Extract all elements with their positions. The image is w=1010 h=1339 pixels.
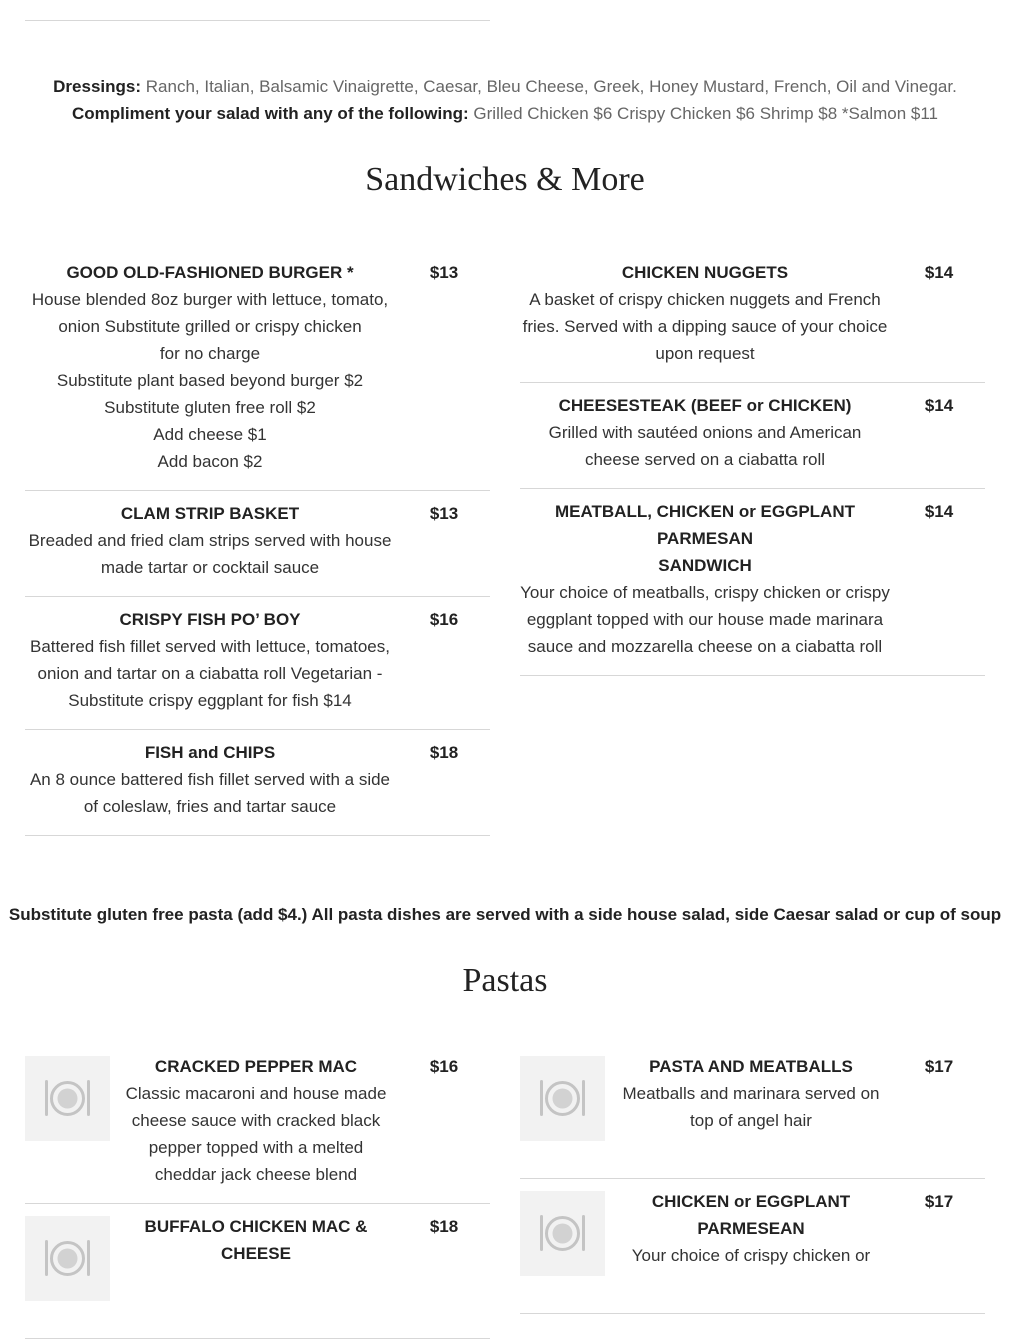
plate-cutlery-icon [520, 1191, 605, 1276]
item-desc-line: of coleslaw, fries and tartar sauce [83, 797, 337, 816]
section-title-sandwiches: Sandwiches & More [365, 161, 645, 198]
item-desc-line: upon request [655, 344, 755, 363]
item-desc-line: fries. Served with a dipping sauce of your choice [522, 317, 888, 336]
menu-item [520, 383, 985, 489]
menu-item [520, 250, 985, 383]
item-desc-line: Add bacon $2 [157, 452, 263, 471]
menu-item [25, 597, 490, 730]
item-name: CLAM STRIP BASKET [120, 504, 300, 523]
item-desc-line: eggplant topped with our house made marinara [526, 610, 884, 629]
item-price: $18 [429, 1217, 459, 1236]
item-desc-line: Classic macaroni and house made [125, 1084, 387, 1103]
item-desc-line: Grilled with sautéed onions and American [548, 423, 862, 442]
item-desc-line: Your choice of meatballs, crispy chicken or crispy [520, 583, 890, 602]
menu-item [520, 1044, 985, 1179]
dressings-label: Dressings: [53, 77, 142, 96]
item-name: CRISPY FISH PO’ BOY [119, 610, 301, 629]
item-desc-line: cheese served on a ciabatta roll [584, 450, 826, 469]
item-desc-line: pepper topped with a melted [148, 1138, 364, 1157]
item-name: GOOD OLD-FASHIONED BURGER * [66, 263, 354, 282]
menu-item [25, 250, 490, 491]
item-name: BUFFALO CHICKEN MAC & CHEESE [144, 1217, 368, 1263]
sandwiches-right-column [520, 250, 985, 676]
item-desc-line: Meatballs and marinara served on [622, 1084, 880, 1103]
dressings-line [0, 77, 1010, 97]
item-price: $17 [924, 1192, 954, 1211]
item-desc-line: House blended 8oz burger with lettuce, tomato, [31, 290, 389, 309]
menu-item [25, 491, 490, 597]
item-desc-line: onion and tartar on a ciabatta roll Vegetarian - [37, 664, 383, 683]
compliment-line [0, 104, 1010, 124]
item-name: PARMESEAN [697, 1219, 805, 1238]
item-desc-line: Substitute crispy eggplant for fish $14 [68, 691, 352, 710]
item-desc-line: cheese sauce with cracked black [131, 1111, 381, 1130]
compliment-text: Grilled Chicken $6 Crispy Chicken $6 Shrimp $8 *Salmon $11 [473, 104, 938, 123]
item-price: $17 [924, 1057, 954, 1076]
item-price: $16 [429, 1057, 459, 1076]
item-name: CRACKED PEPPER MAC [154, 1057, 358, 1076]
item-price: $14 [924, 396, 954, 415]
item-desc-line: sauce and mozzarella cheese on a ciabatta roll [527, 637, 883, 656]
pastas-right-column [520, 1044, 985, 1314]
sandwiches-left-column [25, 250, 490, 836]
menu-item [25, 1044, 490, 1204]
compliment-label: Compliment your salad with any of the following: [72, 104, 469, 123]
item-desc-line: A basket of crispy chicken nuggets and French [529, 290, 881, 309]
menu-item [520, 1179, 985, 1314]
plate-cutlery-icon [25, 1056, 110, 1141]
item-desc-line: made tartar or cocktail sauce [100, 558, 320, 577]
plate-cutlery-icon [25, 1216, 110, 1301]
item-price: $14 [924, 263, 954, 282]
item-desc-line: onion Substitute grilled or crispy chicken [58, 317, 362, 336]
item-desc-line: Add cheese $1 [153, 425, 267, 444]
item-price: $14 [924, 502, 954, 521]
section-title-pastas: Pastas [462, 962, 548, 999]
item-desc-line: Substitute plant based beyond burger $2 [56, 371, 364, 390]
plate-cutlery-icon [520, 1056, 605, 1141]
item-name: CHEESESTEAK (BEEF or CHICKEN) [558, 396, 852, 415]
item-price: $13 [429, 263, 459, 282]
item-desc-line: top of angel hair [690, 1111, 812, 1130]
item-desc-line: Your choice of crispy chicken or [631, 1246, 871, 1265]
menu-item [25, 730, 490, 836]
item-name: CHICKEN or EGGPLANT [651, 1192, 851, 1211]
item-price: $16 [429, 610, 459, 629]
item-desc-line: Battered fish fillet served with lettuce, tomatoes, [29, 637, 390, 656]
item-desc-line: An 8 ounce battered fish fillet served with a side [29, 770, 391, 789]
item-price: $18 [429, 743, 459, 762]
menu-item [520, 489, 985, 676]
item-desc-line: Breaded and fried clam strips served with house [28, 531, 392, 550]
item-name: SANDWICH [658, 556, 752, 575]
item-desc-line: for no charge [159, 344, 261, 363]
item-desc-line: Substitute gluten free roll $2 [104, 398, 316, 417]
pastas-left-column [25, 1044, 490, 1339]
item-name: PASTA AND MEATBALLS [649, 1057, 853, 1076]
menu-item [25, 1204, 490, 1339]
dressings-text: Ranch, Italian, Balsamic Vinaigrette, Caesar, Bleu Cheese, Greek, Honey Mustard, French, Oil and Vinegar. [145, 77, 957, 96]
item-desc-line: cheddar jack cheese blend [154, 1165, 358, 1184]
item-price: $13 [429, 504, 459, 523]
item-name: CHICKEN NUGGETS [621, 263, 789, 282]
divider [25, 20, 490, 21]
pasta-note: Substitute gluten free pasta (add $4.) All pasta dishes are served with a side house salad, side Caesar salad or cup of soup [8, 905, 1002, 924]
item-name: MEATBALL, CHICKEN or EGGPLANT PARMESAN [554, 502, 855, 548]
item-name: FISH and CHIPS [144, 743, 276, 762]
